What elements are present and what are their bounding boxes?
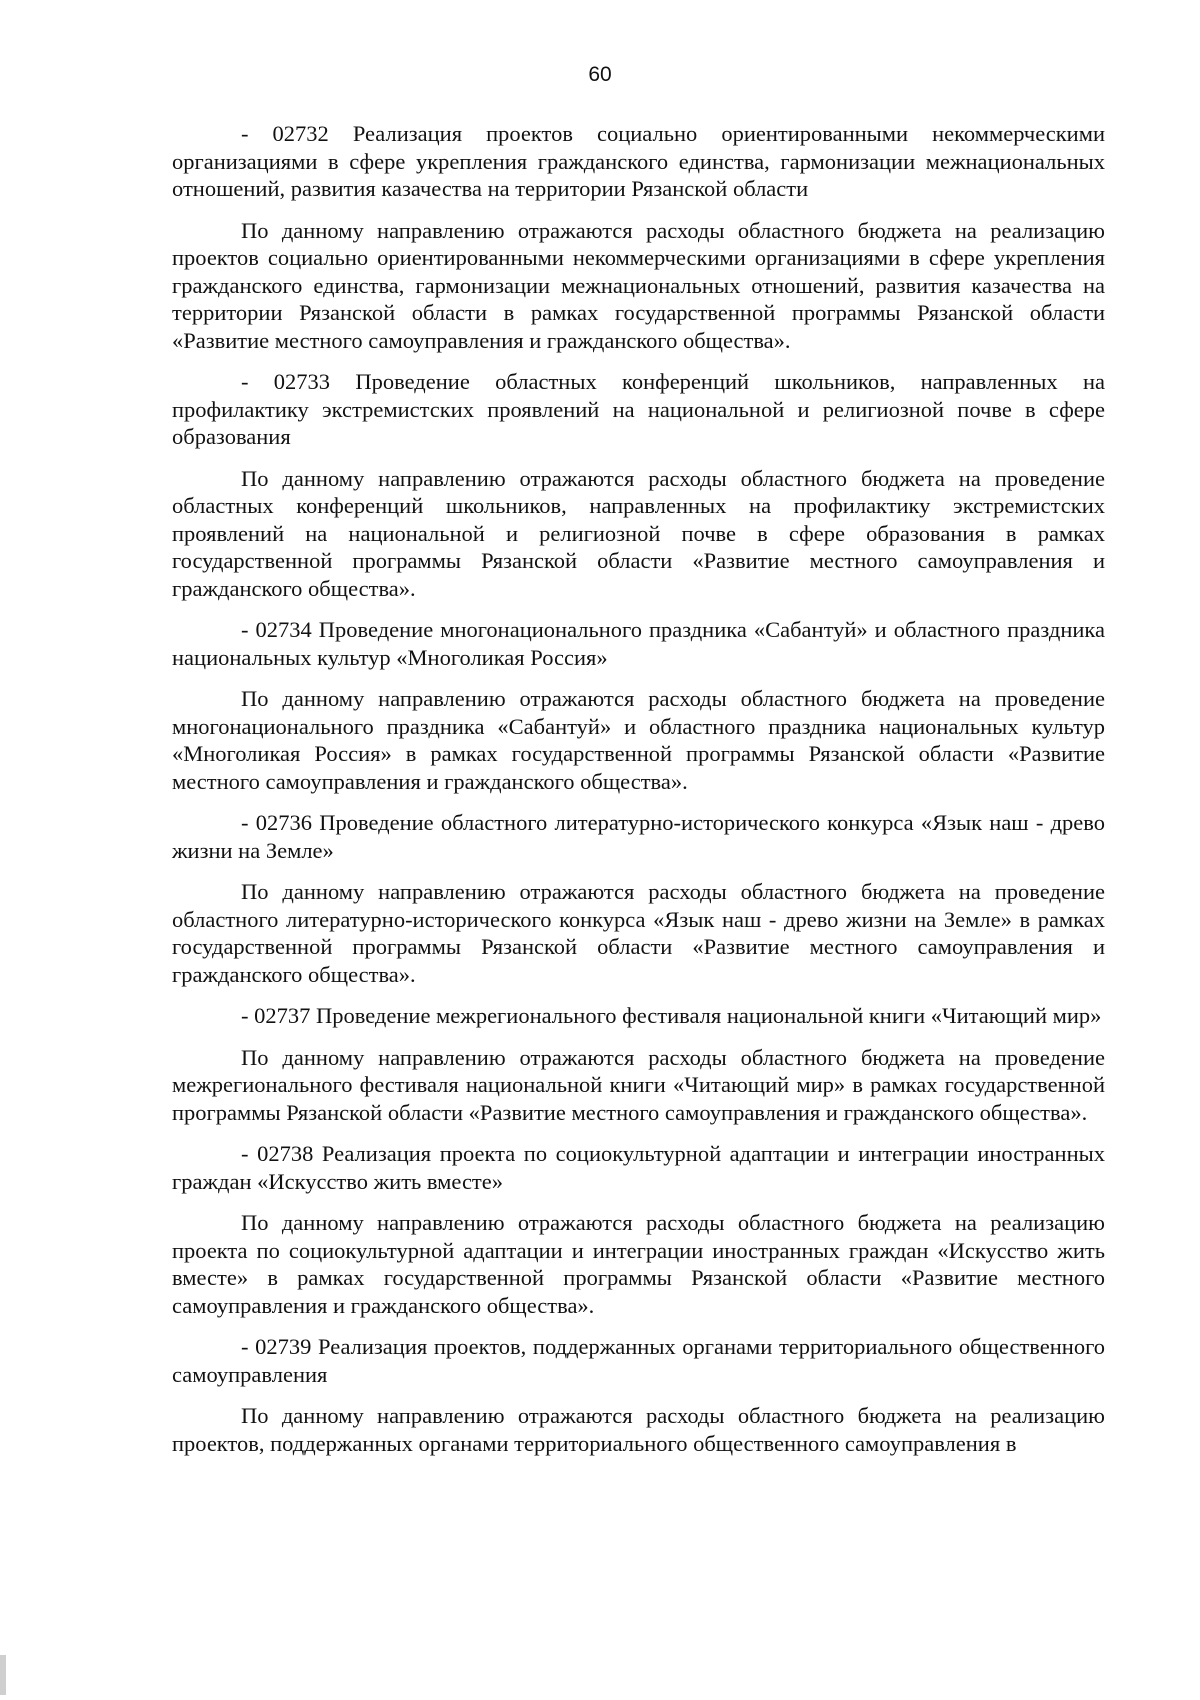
section-description-02738: По данному направлению отражаются расходы областного бюджета на реализацию проекта по социокультурной адаптации и интеграции иностранных граждан «Искусство жить вместе» в рамках государственной программы Рязанской области «Развитие местного самоуправления и гражданского общества». — [172, 1210, 1105, 1318]
section-description-02737: По данному направлению отражаются расходы областного бюджета на проведение межрегионального фестиваля национальной книги «Читающий мир» в рамках государственной программы Рязанской области «Развитие местного самоуправления и гражданского общества». — [172, 1044, 1105, 1125]
section-description-02736: По данному направлению отражаются расходы областного бюджета на проведение областного литературно-исторического конкурса «Язык наш - древо жизни на Земле» в рамках государственной программы Рязанской области «Развитие местного самоуправления и гражданского общества». — [172, 879, 1105, 987]
scan-edge-mark — [0, 1655, 6, 1695]
page-number: 60 — [588, 63, 612, 86]
document-body — [172, 120, 1105, 1471]
section-code-02737: - 02737 Проведение межрегионального фестиваля национальной книги «Читающий мир» — [241, 1003, 1102, 1028]
section-code-02738: - 02738 Реализация проекта по социокультурной адаптации и интеграции иностранных граждан «Искусство жить вместе» — [172, 1141, 1105, 1194]
section-code-02739: - 02739 Реализация проектов, поддержанных органами территориального общественного самоуправления — [172, 1334, 1105, 1387]
section-code-02734: - 02734 Проведение многонационального праздника «Сабантуй» и областного праздника национальных культур «Многоликая Россия» — [172, 617, 1105, 670]
section-code-02736: - 02736 Проведение областного литературно-исторического конкурса «Язык наш - древо жизни на Земле» — [172, 810, 1105, 863]
section-description-02733: По данному направлению отражаются расходы областного бюджета на проведение областных конференций школьников, направленных на профилактику экстремистских проявлений на национальной и религиозной почве в сфере образования в рамках государственной программы Рязанской области «Развитие местного самоуправления и гражданского общества». — [172, 465, 1105, 601]
section-code-02733: - 02733 Проведение областных конференций школьников, направленных на профилактику экстремистских проявлений на национальной и религиозной почве в сфере образования — [172, 369, 1105, 449]
section-description-02734: По данному направлению отражаются расходы областного бюджета на проведение многонационального праздника «Сабантуй» и областного праздника национальных культур «Многоликая Россия» в рамках государственной программы Рязанской области «Развитие местного самоуправления и гражданского общества». — [172, 686, 1105, 794]
section-description-02732: По данному направлению отражаются расходы областного бюджета на реализацию проектов социально ориентированными некоммерческими организациями в сфере укрепления гражданского единства, гармонизации межнациональных отношений, развития казачества на территории Рязанской области в рамках государственной программы Рязанской области «Развитие местного самоуправления и гражданского общества». — [172, 217, 1105, 353]
section-description-02739: По данному направлению отражаются расходы областного бюджета на реализацию проектов, поддержанных органами территориального общественного самоуправления в — [172, 1403, 1105, 1456]
section-code-02732: - 02732 Реализация проектов социально ориентированными некоммерческими организациями в сфере укрепления гражданского единства, гармонизации межнациональных отношений, развития казачества на территории Рязанской области — [172, 121, 1105, 201]
